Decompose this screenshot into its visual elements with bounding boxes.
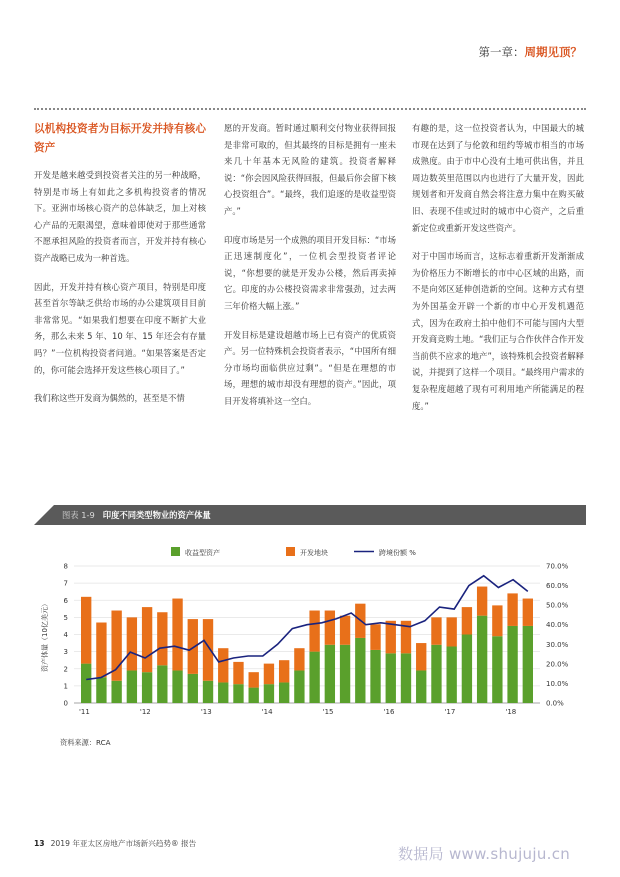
bar-income [401,653,411,703]
y-tick-label: 0 [63,699,68,708]
bar-income [477,616,487,703]
bar-income [81,664,91,703]
text-column-2 [224,120,396,422]
y-tick-label: 6 [63,596,68,605]
paragraph: 对于中国市场而言，这标志着重新开发渐渐成为价格压力不断增长的市中心区域的出路，而不是向郊区延伸创造新的空间。这种方式有望为外国基金开辟一个新的市中心开发机遇范式，因为在政府土拍中他们不可能与国内大型开发商竞购土地。“我们正与合作伙伴合作开发当前供不应求的地产”，该特殊机会投资者解释说，并提到了这样一个项目。“最终用户需求的复杂程度超越了现有可利用地产所能满足的程度。” [412,251,584,411]
bar-development [446,617,456,646]
y-tick-label: 7 [63,579,68,588]
bar-income [370,650,380,703]
y2-tick-label: 0.0% [546,699,564,708]
text-column-1 [34,120,206,419]
legend-swatch-development [286,547,295,556]
y-tick-label: 5 [63,613,68,622]
paragraph: 开发目标是建设超越市场上已有资产的优质资产。另一位特殊机会投资者表示，“中国所有细分市场均面临供应过剩”。“但是在理想的市场，理想的城市却没有理想的资产。”因此，项目开发将填补这一空白。 [224,329,396,406]
bar-income [416,670,426,703]
bar-development [416,643,426,670]
y2-tick-label: 30.0% [546,640,569,649]
y2-tick-label: 70.0% [546,562,569,571]
x-axis-ticks [79,708,516,716]
y2-tick-label: 50.0% [546,601,569,610]
bar-income [507,626,517,703]
y2-axis-ticks [546,563,569,708]
bar-development [294,648,304,670]
bar-income [172,670,182,703]
asset-volume-chart [34,538,586,728]
legend [171,547,416,557]
x-tick-label: '15 [322,708,334,716]
x-tick-label: '13 [200,708,212,716]
paragraph: 愿的开发商。暂时通过顺利交付物业获得回报是非常可取的，但其最终的目标是拥有一座未来几十年基本无风险的建筑。投资者解释说：“你会因风险获得回报，但最后你会留下核心投资组合”。“最终，我们追逐的是收益型资产。” [224,123,396,216]
x-tick-label: '14 [261,708,273,716]
paragraph: 因此，开发并持有核心资产项目，特别是印度甚至首尔等缺乏供给市场的办公建筑项目目前非常常见。“如果我们想要在印度不断扩大业务，那么未来 5 年、10 年、15 年还会有存量吗？”一位机构投资者问道。“如果答案是否定的，你可能会选择开发这些核心项目了。” [34,281,206,375]
legend-label-income: 收益型资产 [185,549,220,557]
y-tick-label: 4 [63,631,68,639]
bar-development [142,607,152,672]
bar-income [279,682,289,703]
y-axis-ticks [64,563,69,708]
y2-tick-label: 10.0% [546,679,569,688]
paragraph: 印度市场是另一个成熟的项目开发目标：“市场正迅速制度化”，一位机会型投资者评论说，“你想要的就是开发办公楼，然后再卖掉它。印度的办公楼投资需求非常强劲，过去两三年价格大幅上涨。” [224,234,396,311]
bar-development [96,623,106,678]
report-title-suffix: ® 报告 [171,839,197,848]
bar-development [203,619,213,681]
bar-income [523,626,533,703]
bar-development [370,624,380,650]
chapter-title: 周期见顶？ [524,45,582,59]
bar-income [218,682,228,703]
bar-income [446,646,456,703]
paragraph: 开发是越来越受到投资者关注的另一种战略，特别是市场上有如此之多机构投资者的情况下。亚洲市场核心资产的总体缺乏，加上对核心产品的无限渴望，意味着即使对于那些通常不愿承担风险的投资者而言，开发并持有核心资产战略已成为一种首选。 [34,170,206,263]
bar-income [203,681,213,703]
legend-label-development: 开发地块 [300,549,328,557]
y-tick-label: 8 [63,562,68,571]
bar-income [462,635,472,704]
bar-development [386,621,396,654]
bar-income [142,672,152,703]
x-tick-label: '17 [444,708,456,716]
bar-income [249,688,259,703]
bar-development [340,616,350,645]
bar-income [264,684,274,703]
bar-development [492,605,502,636]
bar-income [355,638,365,703]
bar-development [81,597,91,664]
chapter-header [479,44,583,60]
page-footer [34,838,196,849]
section-heading: 以机构投资者为目标开发并持有核心资产 [34,123,206,154]
bar-income [233,684,243,703]
y-tick-label: 1 [63,682,68,691]
bar-development [279,660,289,682]
legend-swatch-income [171,547,180,556]
bar-income [431,645,441,703]
legend-label-crossborder: 跨境份额 % [379,549,416,557]
y-tick-label: 3 [63,648,68,657]
bar-income [309,652,319,703]
paragraph: 我们称这些开发商为偶然的，甚至是不情 [34,393,185,404]
x-tick-label: '18 [505,708,517,716]
bar-development [218,648,228,682]
page-number: 13 [34,839,45,848]
bar-development [233,662,243,684]
x-tick-label: '16 [383,708,395,716]
bar-income [340,645,350,703]
bar-development [477,587,487,616]
text-column-3 [412,120,584,426]
paragraph: 有趣的是，这一位投资者认为，中国最大的城市现在达到了与伦敦和纽约等城市相当的市场成熟度。由于市中心没有土地可供出售，并且周边数英里范围以内也进行了大量开发，因此规划者和开发商自然会将注意力集中在购买破旧、表现不佳或过时的城市中心资产，之后重新定位或重新开发这些资产。 [412,123,584,233]
crossborder-line-group [86,576,528,680]
figure-caption [62,509,211,521]
x-tick-label: '11 [79,708,90,716]
bar-development [507,593,517,626]
bar-development [172,599,182,671]
x-tick-label: '12 [139,708,151,716]
bar-development [325,611,335,645]
figure-source: 资料来源：RCA [60,738,111,747]
watermark: 数据局 www.shujuju.cn [398,845,571,863]
bar-income [492,636,502,703]
dotted-divider [34,108,586,110]
y-axis-label: 资产体量（10亿美元） [41,600,49,672]
bar-income [188,674,198,703]
bar-development [264,664,274,685]
y2-tick-label: 60.0% [546,582,569,591]
bar-development [309,611,319,652]
bar-development [523,599,533,626]
bar-development [431,617,441,644]
figure-number: 图表 1-9 [62,510,95,520]
y-tick-label: 2 [63,665,68,674]
figure-title: 印度不同类型物业的资产体量 [102,510,211,520]
bar-development [157,612,167,665]
bar-income [294,670,304,703]
crossborder-line [86,576,528,680]
bar-income [325,645,335,703]
bar-development [188,619,198,674]
bar-income [96,677,106,703]
y2-tick-label: 20.0% [546,660,569,669]
bar-development [249,672,259,687]
bar-development [462,607,472,634]
bar-income [127,670,137,703]
bar-income [157,665,167,703]
bar-income [111,681,121,703]
bar-development [127,617,137,670]
bar-income [386,653,396,703]
report-title: 2019 年亚太区房地产市场新兴趋势 [50,839,172,848]
figure-bar-notch [34,505,54,525]
y2-tick-label: 40.0% [546,621,569,630]
chapter-label: 第一章： [478,45,525,59]
